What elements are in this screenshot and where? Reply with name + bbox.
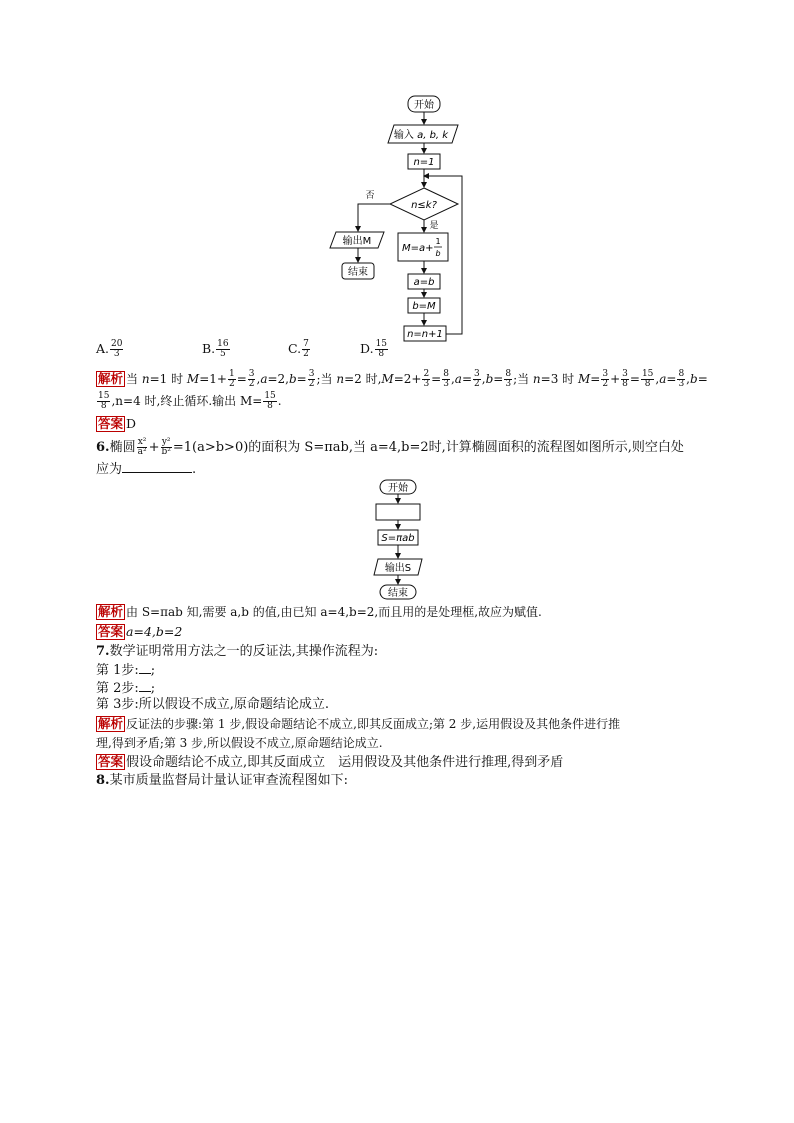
fc2-end-text: 结束 [388, 588, 408, 599]
answer-tag: 答案 [98, 755, 124, 769]
flowchart-2 [360, 476, 440, 604]
option-c: C. $\frac{7}{2}$ [288, 339, 309, 359]
fc1-init-text: n=1 [413, 157, 435, 168]
fc2-start-text: 开始 [388, 483, 408, 494]
q5-analysis-line1: 解析 当 n=1 时 M=1+ $\frac{1}{2}$ = $\frac{3}{2}$ ,a=2,b= $\frac{3}{2}$ ;当 n=2 时,M=2+ $\frac{2}{3}$ = $\frac{8}{3}$ ,a= $\frac{3}{2}$ ,b= $\frac{8}{3}$ ;当 n=3 时 M= $\frac{3}{2}$ + $\frac{3}{8}$ = $\frac{15}{8}$ ,a= $\frac{8}{3}$ ,b= [98, 369, 708, 389]
q7-analysis-line2: 理,得到矛盾;第 3 步,所以假设不成立,原命题结论成立. [96, 736, 383, 750]
q6-answer: 答案 a=4,b=2 [98, 624, 183, 639]
flowchart-1 [320, 90, 480, 345]
q6-question-line1: 6.椭圆 $\frac{\text{x²}}{\text{a²}}$ + $\frac{\text{y²}}{\text{b²}}$ =1(a>b>0)的面积为 S=πab,当 a=4,b=2时,计算椭圆面积的流程图如图所示,则空白处 [96, 437, 684, 457]
q8-question: 8.某市质量监督局计量认证审查流程图如下: [96, 773, 348, 788]
fc1-assign-b-text: b=M [412, 301, 436, 312]
q5-answer: 答案 D [98, 416, 137, 431]
fc2-output-text: 输出S [384, 563, 412, 574]
fc1-assign-m-text: M=a+ [402, 243, 434, 254]
q6-blank [122, 460, 192, 473]
analysis-tag: 解析 [98, 717, 124, 731]
fc1-yes-label: 是 [429, 221, 439, 231]
analysis-tag: 解析 [98, 372, 124, 386]
fc2-assign-text: S=πab [381, 533, 415, 544]
fc1-condition-text: n≤k? [411, 200, 437, 211]
option-a: A. $\frac{20}{3}$ [96, 339, 123, 359]
fc1-input-text: 输入 a, b, k [393, 130, 449, 141]
option-b: B. $\frac{16}{5}$ [202, 339, 229, 359]
q7-step1: 第 1步: ; [96, 663, 156, 678]
fc1-output-text: 输出M [342, 236, 372, 247]
fc2-blank-box [376, 504, 420, 520]
q5-analysis-line2: $\frac{15}{8}$ ,n=4 时,终止循环.输出 M= $\frac{15}{8}$ . [98, 391, 282, 411]
q7-answer: 答案 假设命题结论不成立,即其反面成立 运用假设及其他条件进行推理,得到矛盾 [98, 755, 564, 770]
fc1-frac-b: b [435, 249, 441, 258]
fc1-increment-text: n=n+1 [407, 329, 443, 340]
analysis-tag: 解析 [98, 605, 124, 619]
fc1-end-text: 结束 [348, 267, 368, 278]
fc1-no-label: 否 [365, 191, 375, 201]
q6-analysis: 解析 由 S=πab 知,需要 a,b 的值,由已知 a=4,b=2,而且用的是处理框,故应为赋值. [98, 605, 542, 619]
q7-step2: 第 2步: ; [96, 681, 156, 696]
fc1-assign-a-text: a=b [413, 277, 435, 288]
option-d: D. $\frac{15}{8}$ [360, 339, 388, 359]
q7-question: 7.数学证明常用方法之一的反证法,其操作流程为: [96, 644, 379, 659]
q7-analysis-line1: 解析 反证法的步骤:第 1 步,假设命题结论不成立,即其反面成立;第 2 步,运用假设及其他条件进行推 [98, 717, 621, 731]
q7-step3: 第 3步:所以假设不成立,原命题结论成立. [96, 697, 330, 712]
fc1-start-text: 开始 [414, 100, 434, 111]
q6-question-line2: 应为 . [96, 462, 197, 477]
answer-tag: 答案 [98, 417, 124, 431]
answer-tag: 答案 [98, 625, 124, 639]
fc1-frac-one: 1 [435, 237, 441, 246]
